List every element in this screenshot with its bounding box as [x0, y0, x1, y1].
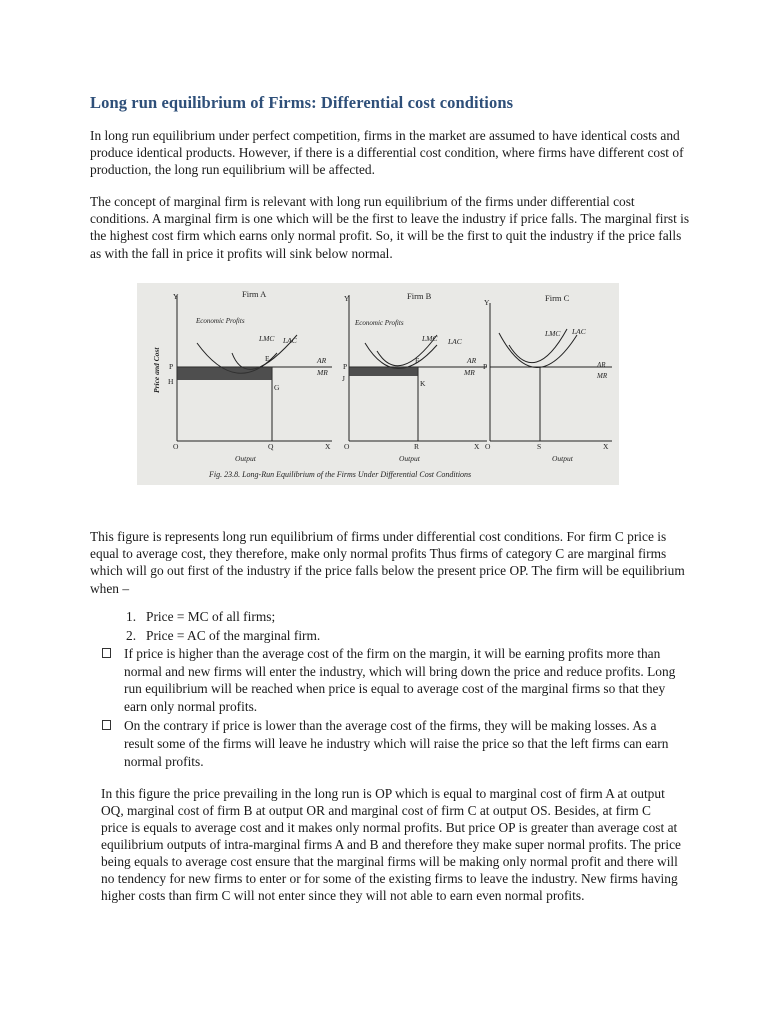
conclusion-paragraph: In this figure the price prevailing in the long run is OP which is equal to marginal cost of firm A at output OQ, marginal cost of firm B at output OR and marginal cost of firm C at output OS. Besides, at firm C price is equals to average cost and it makes only normal profits. But price OP is greater than average cost at equilibrium outputs of intra-marginal firms A and B and therefore they make super normal profits. The price being equals to average cost ensure that the marginal firms will be making only normal profit and there will no tendency for new firms to enter or for some of the existing firms to leave the industry. New firms having higher costs than firm C will not enter since they will not able to earn even normal profits.	[101, 786, 681, 903]
figure-caption: Fig. 23.8. Long-Run Equilibrium of the Firms Under Differential Cost Conditions	[209, 470, 472, 479]
figure-diagram	[137, 283, 619, 485]
firm-a-g-label: G	[274, 383, 280, 392]
firm-c-lac-label: LAC	[572, 327, 586, 336]
firm-c-output-label: Output	[552, 454, 573, 463]
firm-a-h-label: H	[168, 377, 174, 386]
firm-a-y-label: Y	[173, 292, 179, 301]
equilibrium-figure	[137, 283, 619, 485]
firm-a-output-label: Output	[235, 454, 256, 463]
firm-b-ar-label: AR	[467, 356, 477, 365]
firm-a-o-label: O	[173, 442, 179, 451]
firm-a-p-label: P	[169, 362, 174, 371]
list-item: 2. Price = AC of the marginal firm.	[126, 628, 321, 643]
firm-a-mr-label: MR	[317, 368, 328, 377]
firm-a-lmc-label: LMC	[259, 334, 275, 343]
page-title: Long run equilibrium of Firms: Differential cost conditions	[90, 93, 514, 112]
firm-a-lac-label: LAC	[283, 336, 297, 345]
square-bullet-icon	[102, 720, 111, 730]
equilibrium-conditions-list	[126, 607, 320, 645]
firm-b-output-label: Output	[399, 454, 420, 463]
firm-b-p-label: P	[343, 362, 348, 371]
firm-c-lmc-label: LMC	[545, 329, 561, 338]
firm-c-y-label: Y	[484, 298, 490, 307]
firm-c-mr-label: MR	[597, 372, 608, 380]
firm-a-title: Firm A	[242, 289, 267, 299]
list-item: If price is higher than the average cost of the firm on the margin, it will be earning profits more than normal and new firms will enter the industry, which will bring down the price and reduce profits. Long run equilibrium will be reached when price is equal to average cost of the marginal firms so that they earn only normal profits.	[102, 645, 682, 715]
firm-c-o-label: O	[485, 442, 491, 451]
firm-b-profit-label: Economic Profits	[355, 319, 404, 327]
firm-b-r-label: R	[414, 442, 420, 451]
firm-a-profit-area	[177, 367, 272, 380]
firm-b-profit-area	[349, 367, 418, 376]
firm-b-k-label: K	[420, 379, 426, 388]
firm-c-s-label: S	[537, 442, 542, 451]
figure-explanation-paragraph: This figure is represents long run equilibrium of firms under differential cost conditions. For firm C price is equal to average cost, they therefore, make only normal profits Thus firms of category C are marginal firms which will go out first of the industry if the price falls below the present price OP. The firm will be equilibrium when –	[90, 529, 685, 596]
firm-c-lac-curve	[499, 333, 577, 368]
y-axis-title: Price and Cost	[152, 347, 161, 393]
list-item: 1. Price = MC of all firms;	[126, 609, 276, 624]
firm-a-q-label: Q	[268, 442, 274, 451]
square-bullet-icon	[102, 648, 111, 658]
firm-b-y-label: Y	[344, 294, 350, 303]
firm-a-ar-label: AR	[317, 356, 327, 365]
bullet-list	[102, 645, 682, 772]
firm-c-x-label: X	[603, 442, 609, 451]
firm-c-ar-label: AR	[597, 361, 606, 369]
list-item: On the contrary if price is lower than the average cost of the firms, they will be making losses. As a result some of the firms will leave he industry which will raise the price so that the left firms can earn normal profits.	[102, 717, 682, 770]
firm-c-p-label: P	[483, 362, 488, 371]
firm-b-lac-curve	[365, 343, 437, 369]
firm-b-f-label: F	[415, 356, 420, 365]
firm-b-j-label: J	[342, 374, 345, 383]
firm-b-lac-label: LAC	[448, 337, 462, 346]
firm-b-o-label: O	[344, 442, 350, 451]
firm-a-x-label: X	[325, 442, 331, 451]
firm-c-title: Firm C	[545, 293, 570, 303]
marginal-firm-paragraph: The concept of marginal firm is relevant with long run equilibrium of the firms under differential cost conditions. A marginal firm is one which will be the first to leave the industry if price falls. The marginal first is the highest cost firm which earns only normal profit. So, it will be the first to quit the industry if the price falls as with the fall in price it profits will sink below normal.	[90, 194, 690, 261]
firm-b-mr-label: MR	[464, 368, 475, 377]
firm-b-lmc-label: LMC	[422, 334, 438, 343]
firm-a-e-label: E	[265, 354, 270, 363]
firm-b-x-label: X	[474, 442, 480, 451]
intro-paragraph: In long run equilibrium under perfect competition, firms in the market are assumed to have identical costs and produce identical products. However, if there is a differential cost condition, where firms have different cost of production, the long run equilibrium will be affected.	[90, 128, 684, 178]
firm-a-profit-label: Economic Profits	[196, 317, 245, 325]
firm-b-title: Firm B	[407, 291, 432, 301]
